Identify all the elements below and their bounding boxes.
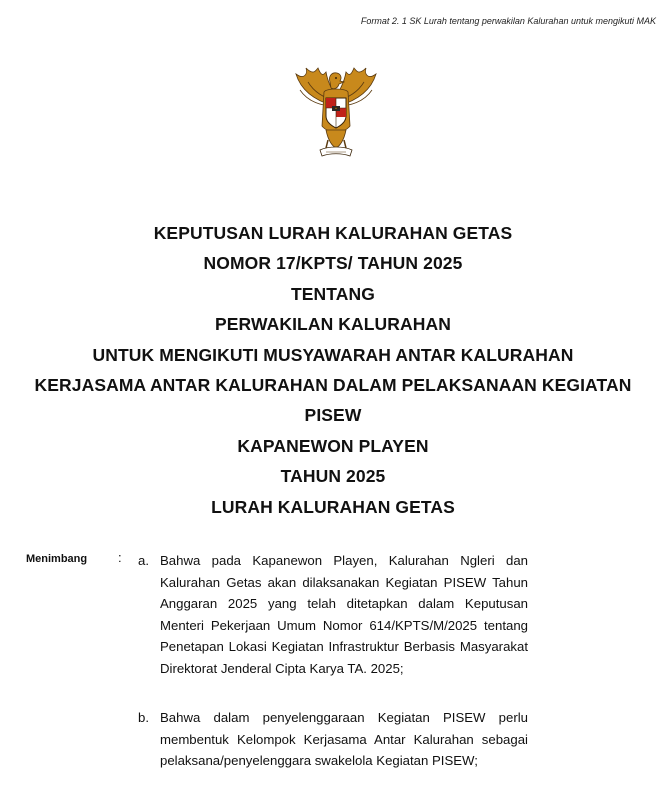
title-line: KEPUTUSAN LURAH KALURAHAN GETAS [153, 223, 513, 243]
item-text: Bahwa pada Kapanewon Playen, Kalurahan Ngleri dan Kalurahan Getas akan dilaksanakan Kegiatan PISEW Tahun Anggaran 2025 yang telah ditetapkan dalam Keputusan Menteri Pekerjaan Umum Nomor 614/KPTS/M/2025 tentang Penetapan Lokasi Kegiatan Infrastruktur Berbasis Masyarakat Direktorat Jenderal Cipta Karya TA. 2025; [160, 553, 528, 676]
considering-label: Menimbang [26, 553, 88, 565]
item-letter: b. [138, 710, 149, 725]
title-line: KERJASAMA ANTAR KALURAHAN DALAM PELAKSANAAN KEGIATAN [34, 375, 632, 396]
title-line: PERWAKILAN KALURAHAN [215, 314, 451, 335]
considering-item-b [138, 707, 528, 772]
title-line: LURAH KALURAHAN GETAS [211, 496, 455, 517]
title-line: NOMOR 17/KPTS/ TAHUN 2025 [203, 253, 463, 274]
item-letter: a. [138, 553, 149, 568]
considering-item-a [138, 550, 528, 680]
title-line: KAPANEWON PLAYEN [237, 435, 429, 456]
format-note: Format 2. 1 SK Lurah tentang perwakilan Kalurahan untuk mengikuti MAK [360, 16, 656, 26]
title-line: TAHUN 2025 [280, 466, 386, 487]
title-line: UNTUK MENGIKUTI MUSYAWARAH ANTAR KALURAHAN [92, 344, 574, 365]
title-line: PISEW [304, 405, 362, 426]
considering-colon: : [118, 550, 122, 565]
garuda-pancasila-emblem [290, 66, 382, 166]
title-line: TENTANG [291, 283, 375, 304]
item-text: Bahwa dalam penyelenggaraan Kegiatan PISEW perlu membentuk Kelompok Kerjasama Antar Kalurahan sebagai pelaksana/penyelenggara swakelola Kegiatan PISEW; [160, 710, 528, 769]
decree-title [0, 218, 666, 522]
